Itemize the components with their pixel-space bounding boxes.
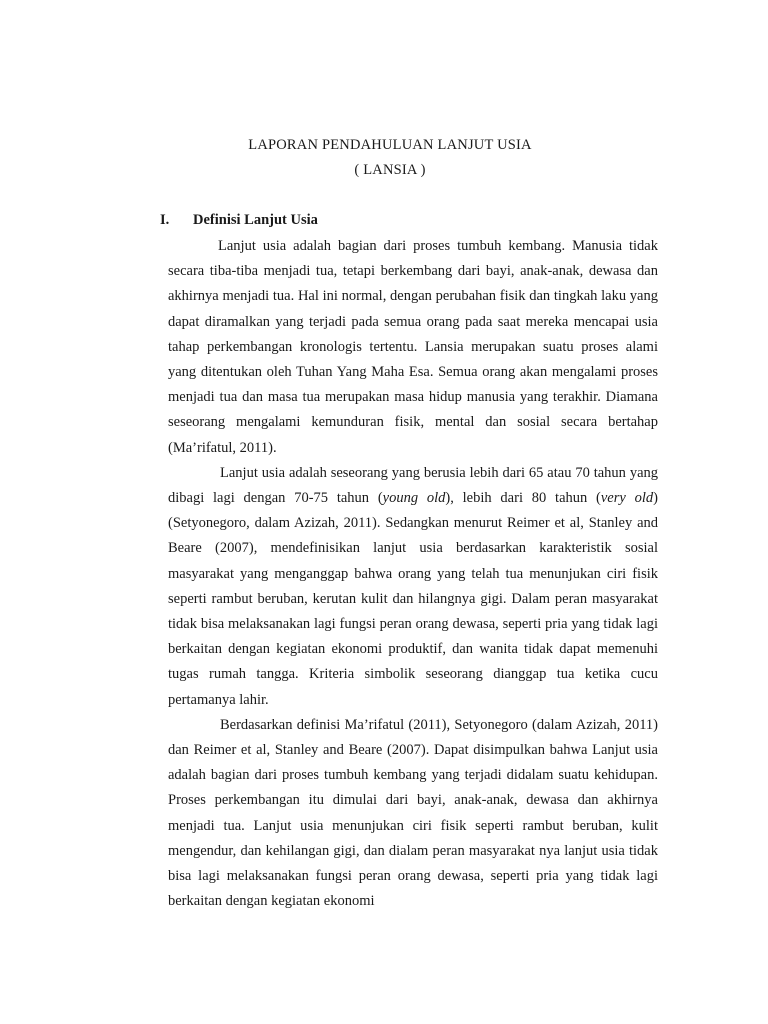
section-heading: Definisi Lanjut Usia — [193, 212, 318, 228]
paragraph-2 — [168, 461, 658, 713]
document-subtitle: ( LANSIA ) — [354, 162, 426, 178]
paragraph-3: Berdasarkan definisi Ma’rifatul (2011), Setyonegoro (dalam Azizah, 2011) dan Reimer et al, Stanley and Beare (2007). Dapat disimpulkan bahwa Lanjut usia adalah bagian dari proses tumbuh kembang yang terjadi didalam suatu kehidupan. Proses perkembangan itu dimulai dari bayi, anak-anak, dewasa dan akhirnya menjadi tua. Lanjut usia menunjukan ciri fisik seperti rambut beruban, kulit mengendur, dan kehilangan gigi, dan dialam peran masyarakat nya lanjut usia tidak bisa lagi melaksanakan fungsi peran orang dewasa, seperti pria yang tidak lagi berkaitan dengan kegiatan ekonomi — [168, 716, 658, 910]
document-body — [168, 234, 658, 914]
section-number: I. — [160, 212, 170, 228]
document-title: LAPORAN PENDAHULUAN LANJUT USIA — [248, 137, 532, 153]
paragraph-2-part-2: ), lebih dari 80 tahun ( — [445, 490, 601, 507]
paragraph-2-part-3: ) (Setyonegoro, dalam Azizah, 2011). Sedangkan menurut Reimer et al, Stanley and Beare (2007), mendefinisikan lanjut usia berdasarkan karakteristik sosial masyarakat yang menganggap bahwa orang yang telah tua menunjukan ciri fisik seperti rambut beruban, kerutan kulit dan hilangnya gigi. Dalam peran masyarakat tidak bisa melaksanakan lagi fungsi peran orang dewasa, seperti pria yang tidak lagi berkaitan dengan kegiatan ekonomi produktif, dan wanita tidak dapat memenuhi tugas rumah tangga. Kriteria simbolik seseorang dianggap tua ketika cucu pertamanya lahir. — [168, 490, 658, 708]
paragraph-2-part-1: Lanjut usia adalah seseorang yang berusia lebih dari 65 atau 70 tahun yang dibagi lagi dengan 70-75 tahun ( — [168, 464, 658, 507]
paragraph-1: Lanjut usia adalah bagian dari proses tumbuh kembang. Manusia tidak secara tiba-tiba menjadi tua, tetapi berkembang dari bayi, anak-anak, dewasa dan akhirnya menjadi tua. Hal ini normal, dengan perubahan fisik dan tingkah laku yang dapat diramalkan yang terjadi pada semua orang pada saat mereka mencapai usia tahap perkembangan kronologis tertentu. Lansia merupakan suatu proses alami yang ditentukan oleh Tuhan Yang Maha Esa. Semua orang akan mengalami proses menjadi tua dan masa tua merupakan masa hidup manusia yang terakhir. Diamana seseorang mengalami kemunduran fisik, mental dan sosial secara bertahap (Ma’rifatul, 2011). — [168, 238, 658, 456]
paragraph-2-italic-2: very old — [600, 490, 654, 507]
paragraph-2-italic-1: young old — [382, 490, 446, 507]
